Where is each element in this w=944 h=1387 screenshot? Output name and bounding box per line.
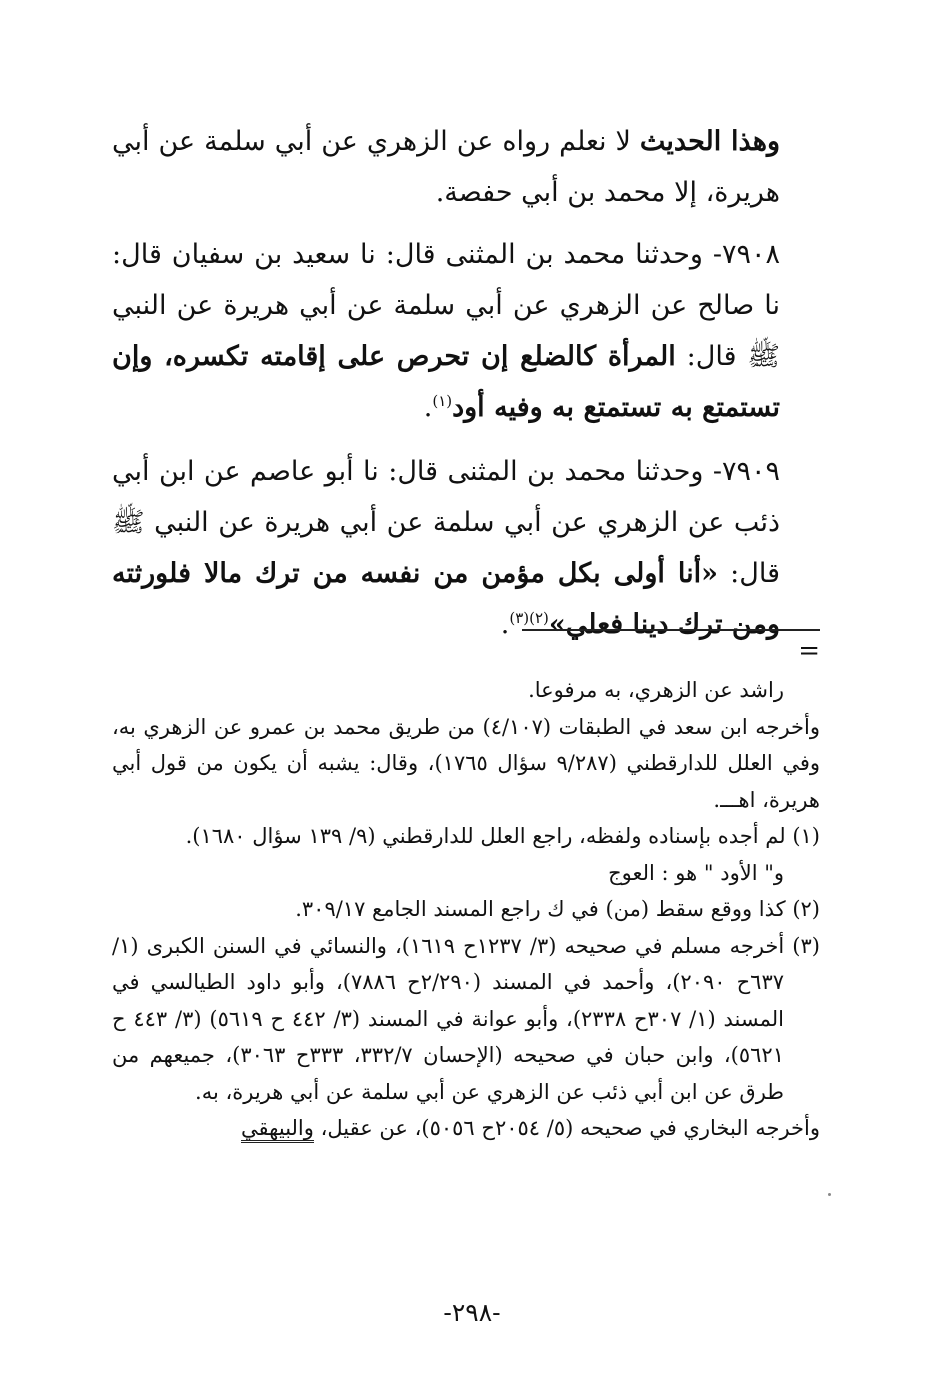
hadith-7908-matn: المرأة كالضلع إن تحرص على إقامته تكسره، وإن تستمتع به تستمتع به وفيه أود — [112, 341, 780, 423]
footnote-separator — [522, 629, 820, 631]
hadith-7908-end: . — [423, 392, 433, 423]
footnote-continuation-line: راشد عن الزهري، به مرفوعا. — [528, 678, 784, 702]
page-number: -٢٩٨- — [443, 1298, 501, 1327]
hadith-7909-matn: «أنا أولى بكل مؤمن من نفسه من ترك مالا فلورثته ومن ترك دينا فعلي» — [112, 558, 780, 640]
footnote-continuation-para: وأخرجه ابن سعد في الطبقات (٤/١٠٧) من طريق محمد بن عمرو عن الزهري به، وفي العلل للدارقطني (٩/٢٨٧ سؤال ١٧٦٥)، وقال: يشبه أن يكون من قول أبي هريرة، اهـــ. — [112, 714, 820, 812]
hadith-7909-end: . — [500, 609, 510, 640]
footnote-2: (٢) كذا ووقع سقط (من) في ك راجع المسند الجامع ٣٠٩/١٧. — [295, 897, 820, 921]
hadith-7909-isnad: ٧٩٠٩- وحدثنا محمد بن المثنى قال: نا أبو عاصم عن ابن أبي ذئب عن الزهري عن أبي سلمة عن أبي هريرة عن النبي ﷺ قال: — [112, 456, 780, 589]
scan-speck — [828, 1193, 831, 1196]
footnotes — [112, 672, 820, 1147]
footnote-3: (٣) أخرجه مسلم في صحيحه (٣/ ١٢٣٧ح ١٦١٩)، والنسائي في السنن الكبرى (١/ ٦٣٧ح ٢٠٩٠)، وأحمد في المسند (٢/٢٩٠ح ٧٨٨٦)، وأبو داود الطيالسي في المسند (١/ ٣٠٧ح ٢٣٣٨)، وأبو عوانة في المسند (٣/ ٤٤٢ ح ٥٦١٩) (٣/ ٤٤٣ ح ٥٦٢١)، وابن حبان في صحيحه (الإحسان ٣٣٢/٧، ٣٣٣ح ٣٠٦٣)، جميعهم من طرق عن ابن أبي ذئب عن الزهري عن أبي سلمة عن أبي هريرة، به. — [112, 933, 820, 1104]
footnote-1: (١) لم أجده بإسناده ولفظه، راجع العلل للدارقطني (٩/ ١٣٩ سؤال ١٦٨٠). — [185, 824, 820, 848]
paragraph-1-text: لا نعلم رواه عن الزهري عن أبي سلمة عن أبي هريرة، إلا محمد بن أبي حفصة. — [112, 126, 780, 208]
footnote-1-gloss: و" الأود " هو : العوج — [608, 860, 784, 885]
footnote-3-continued-text: وأخرجه البخاري في صحيحه (٥/ ٢٠٥٤ح ٥٠٥٦)، عن عقيل، — [313, 1116, 820, 1140]
footnote-ref-1: (١) — [432, 392, 453, 410]
bold-lead: وهذا الحديث — [639, 126, 780, 157]
continuation-mark: = — [798, 636, 820, 666]
hadith-7908 — [112, 229, 820, 433]
footnote-3-continued-last-word: والبيهقي — [241, 1116, 314, 1143]
hadith-7909 — [112, 446, 820, 650]
footnote-refs-2-3: (٢)(٣) — [509, 609, 549, 627]
footnote-3-continued — [112, 1110, 820, 1147]
paragraph-1 — [112, 116, 820, 218]
hadith-7908-isnad: ٧٩٠٨- وحدثنا محمد بن المثنى قال: نا سعيد بن سفيان قال: نا صالح عن الزهري عن أبي سلمة عن أبي هريرة عن النبي ﷺ قال: — [112, 239, 780, 372]
document-page — [112, 0, 820, 1387]
